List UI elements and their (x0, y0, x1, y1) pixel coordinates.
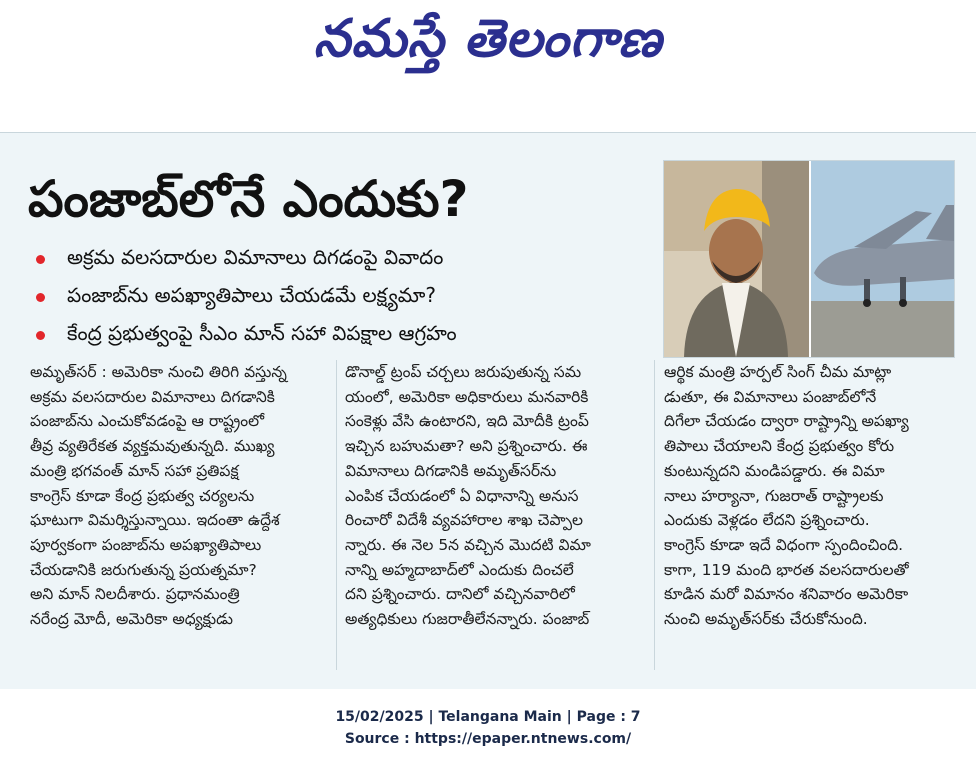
bullet-dot-icon (36, 293, 45, 302)
article-line: కాంగ్రెస్ కూడా ఇదే విధంగా స్పందించింది. (664, 535, 904, 554)
article-line: పూర్వకంగా పంజాబ్‌ను అపఖ్యాతిపాలు (30, 535, 262, 554)
article-line: విమానాలు దిగడానికి అమృత్‌సర్‌ను (345, 461, 557, 480)
masthead (0, 0, 976, 90)
article-line: ఎంపిక చేయడంలో ఏ విధానాన్ని అనుస (345, 486, 579, 505)
edition-info: 15/02/2025 | Telangana Main | Page : 7 (335, 709, 641, 725)
article-column-1 (30, 360, 330, 632)
article-photo (663, 160, 955, 358)
column-divider (336, 360, 337, 670)
article-line: కూడిన మరో విమానం శనివారం అమెరికా (664, 585, 909, 604)
article-line: దని ప్రశ్నించారు. దానిలో వచ్చినవారిలో (345, 585, 575, 604)
bullet-text: కేంద్ర ప్రభుత్వంపై సీఎం మాన్ సహా విపక్షాల ఆగ్రహం (67, 320, 457, 345)
article-line: ఇచ్చిన బహుమతా? అని ప్రశ్నించారు. ఈ (345, 437, 588, 456)
bullet-text: పంజాబ్‌ను అపఖ్యాతిపాలు చేయడమే లక్ష్యమా? (67, 282, 436, 307)
article-line: నాన్ని అహ్మదాబాద్‌లో ఎందుకు దించలే (345, 560, 574, 579)
article-line: డొనాల్డ్ ట్రంప్ చర్చలు జరుపుతున్న సమ (345, 363, 582, 381)
page-footer (0, 706, 976, 750)
article-line: ఎందుకు వెళ్లడం లేదని ప్రశ్నించారు. (664, 511, 870, 530)
article-line: పంజాబ్‌ను ఎంచుకోవడంపై ఆ రాష్ట్రంలో (30, 412, 265, 431)
article-line: కుంటున్నదని మండిపడ్డారు. ఈ విమా (664, 461, 885, 480)
bullet-item (28, 240, 648, 278)
article-headline: పంజాబ్‌లోనే ఎందుకు? (28, 170, 469, 228)
bullet-dot-icon (36, 331, 45, 340)
article-line: ఘాటుగా విమర్శిస్తున్నాయి. ఇదంతా ఉద్దేశ (30, 511, 280, 530)
article-line: అత్యధికులు గుజరాతీలేనన్నారు. పంజాబ్ (345, 610, 590, 629)
article-line: కాంగ్రెస్ కూడా కేంద్ర ప్రభుత్వ చర్యలను (30, 486, 255, 505)
article-line: ఆర్థిక మంత్రి హర్పల్ సింగ్ చీమ మాట్లా (664, 363, 892, 381)
article-line: కాగా, 119 మంది భారత వలసదారులతో (664, 560, 909, 579)
article-line: న్నారు. ఈ నెల 5న వచ్చిన మొదటి విమా (345, 535, 591, 554)
article-line: డుతూ, ఈ విమానాలు పంజాబ్‌లోనే (664, 387, 877, 406)
bullet-dot-icon (36, 255, 45, 264)
article-line: అక్రమ వలసదారుల విమానాలు దిగడానికి (30, 387, 275, 406)
article-line: తిపాలు చేయాలని కేంద్ర ప్రభుత్వం కోరు (664, 437, 895, 456)
article-line: అని మాన్ నిలదీశారు. ప్రధానమంత్రి (30, 585, 240, 604)
article-line: దిగేలా చేయడం ద్వారా రాష్ట్రాన్ని అపఖ్యా (664, 412, 909, 431)
article-line: రించారో విదేశీ వ్యవహారాల శాఖ చెప్పాల (345, 511, 584, 530)
article-line: నాలు హర్యానా, గుజరాత్ రాష్ట్రాలకు (664, 486, 884, 505)
bullet-list (28, 240, 648, 354)
bullet-item (28, 316, 648, 354)
article-line: సంకెళ్లు వేసి ఉంటారని, ఇది మోదీకి ట్రంప్ (345, 412, 589, 431)
article-column-3 (664, 360, 954, 632)
article-line: నరేంద్ర మోదీ, అమెరికా అధ్యక్షుడు (30, 610, 233, 629)
newspaper-logo: నమస్తే తెలంగాణ (313, 8, 663, 69)
article-line: అమృత్‌సర్ : అమెరికా నుంచి తిరిగి వస్తున్న (30, 363, 287, 381)
bullet-item (28, 278, 648, 316)
bullet-text: అక్రమ వలసదారుల విమానాలు దిగడంపై వివాదం (67, 244, 444, 269)
minister-and-aircraft-image (664, 161, 954, 357)
source-link[interactable]: Source : https://epaper.ntnews.com/ (344, 731, 632, 747)
article-line: తీవ్ర వ్యతిరేకత వ్యక్తమవుతున్నది. ముఖ్య (30, 437, 275, 456)
article-line: చేయడానికి జరుగుతున్న ప్రయత్నమా? (30, 560, 257, 579)
article-line: నుంచి అమృత్‌సర్‌కు చేరుకోనుంది. (664, 610, 868, 629)
article-line: మంత్రి భగవంత్ మాన్ సహా ప్రతిపక్ష (30, 461, 239, 480)
article-column-2 (345, 360, 645, 632)
article-line: యంలో, అమెరికా అధికారులు మనవారికి (345, 387, 589, 406)
column-divider (654, 360, 655, 670)
